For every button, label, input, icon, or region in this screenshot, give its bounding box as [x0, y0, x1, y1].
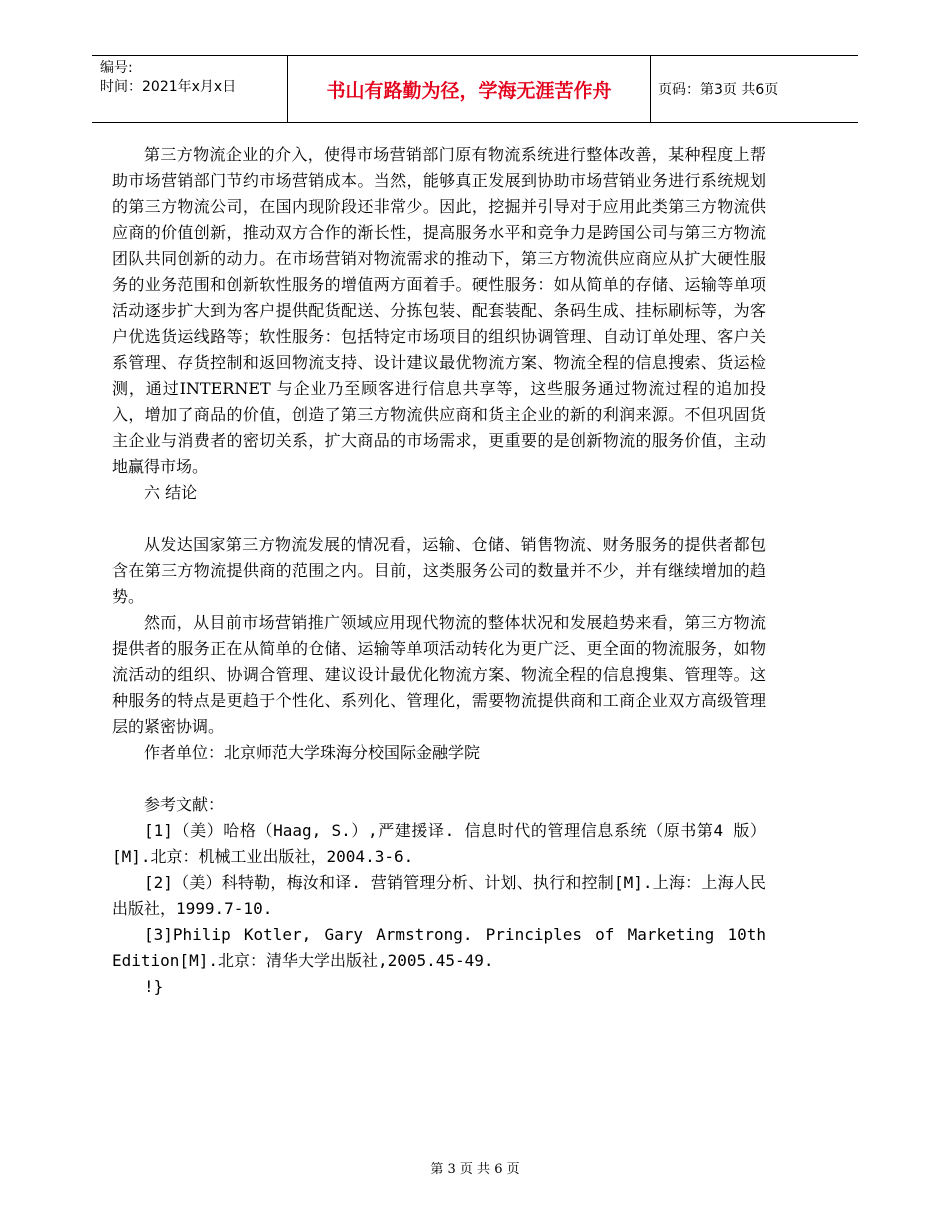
- reference-1: [1]（美）哈格（Haag, S.）,严建援译. 信息时代的管理信息系统（原书第4 版）[M].北京：机械工业出版社，2004.3-6.: [112, 821, 766, 866]
- paragraph-gap: [112, 506, 766, 532]
- reference-2: [2]（美）科特勒，梅汝和译. 营销管理分析、计划、执行和控制[M].上海：上海人民出版社，1999.7-10.: [112, 873, 766, 918]
- paragraph-3: 然而，从目前市场营销推广领域应用现代物流的整体状况和发展趋势来看，第三方物流提供者的服务正在从简单的仓储、运输等单项活动转化为更广泛、更全面的物流服务，如物流活动的组织、协调合管理、建议设计最优化物流方案、物流全程的信息搜集、管理等。这种服务的特点是更趋于个性化、系列化、管理化，需要物流提供商和工商企业双方高级管理层的紧密协调。: [112, 613, 766, 736]
- document-time: 时间：2021年x月x日: [100, 79, 237, 95]
- trailing-text: !}: [144, 977, 164, 996]
- document-number-label: 编号:: [100, 60, 133, 76]
- paragraph-2: 从发达国家第三方物流发展的情况看，运输、仓储、销售物流、财务服务的提供者都包含在第三方物流提供商的范围之内。目前，这类服务公司的数量并不少，并有继续增加的趋势。: [112, 535, 766, 606]
- header-motto-cell: [287, 56, 651, 122]
- document-body: [112, 142, 766, 1000]
- page-footer: 第 3 页 共 6 页: [430, 1162, 520, 1177]
- header-meta: [100, 59, 236, 97]
- page-header: [92, 55, 858, 123]
- header-page-info: 页码：第3页 共6页: [658, 82, 779, 98]
- header-motto: 书山有路勤为径，学海无涯苦作舟: [326, 79, 612, 102]
- references-title: 参考文献：: [144, 795, 225, 814]
- author-unit: 作者单位：北京师范大学珠海分校国际金融学院: [144, 743, 481, 762]
- paragraph-gap: [112, 766, 766, 792]
- reference-3: [3]Philip Kotler, Gary Armstrong. Principles of Marketing 10th Edition[M].北京：清华大学出版社,2005.45-49.: [112, 925, 766, 970]
- section-heading: 六 结论: [144, 483, 198, 502]
- paragraph-1: 第三方物流企业的介入，使得市场营销部门原有物流系统进行整体改善，某种程度上帮助市场营销部门节约市场营销成本。当然，能够真正发展到协助市场营销业务进行系统规划的第三方物流公司，在国内现阶段还非常少。因此，挖掘并引导对于应用此类第三方物流供应商的价值创新，推动双方合作的渐长性，提高服务水平和竞争力是跨国公司与第三方物流团队共同创新的动力。在市场营销对物流需求的推动下，第三方物流供应商应从扩大硬性服务的业务范围和创新软性服务的增值两方面着手。硬性服务：如从简单的存储、运输等单项活动逐步扩大到为客户提供配货配送、分拣包装、配套装配、条码生成、挂标刷标等，为客户优选货运线路等；软性服务：包括特定市场项目的组织协调管理、自动订单处理、客户关系管理、存货控制和返回物流支持、设计建议最优物流方案、物流全程的信息搜索、货运检测，通过INTERNET 与企业乃至顾客进行信息共享等，这些服务通过物流过程的追加投入，增加了商品的价值，创造了第三方物流供应商和货主企业的新的利润来源。不但巩固货主企业与消费者的密切关系，扩大商品的市场需求，更重要的是创新物流的服务价值，主动地赢得市场。: [112, 145, 766, 476]
